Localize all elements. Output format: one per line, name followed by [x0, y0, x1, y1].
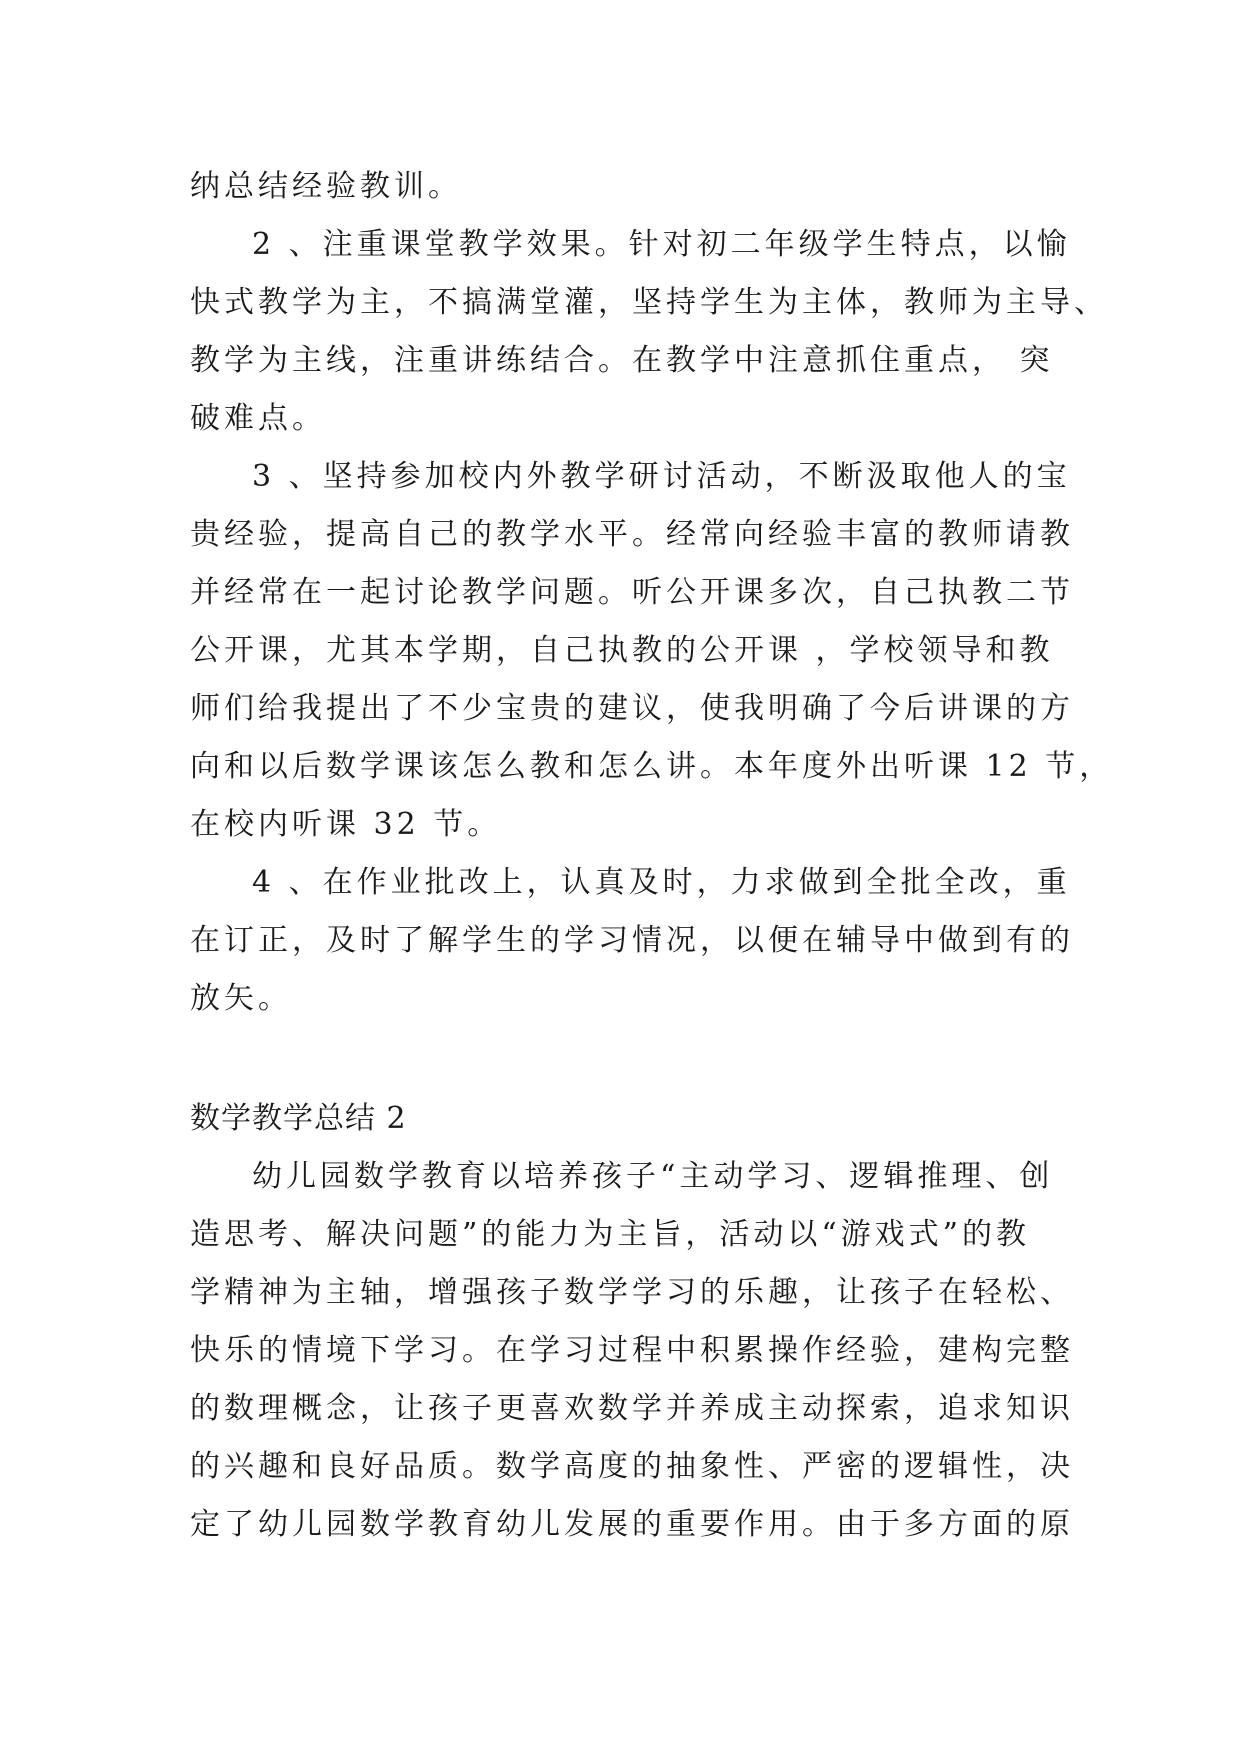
- text-line: 在订正，及时了解学生的学习情况，以便在辅导中做到有的: [190, 923, 1074, 958]
- text-line: 破难点。: [190, 401, 326, 436]
- section-2-heading: 数学教学总结 2: [190, 1101, 407, 1136]
- text-line: 师们给我提出了不少宝贵的建议，使我明确了今后讲课的方: [190, 691, 1074, 726]
- paragraph-4-start: 4 、在作业批改上，认真及时，力求做到全批全改，重: [252, 865, 1071, 900]
- text-line: 放矢。: [190, 981, 292, 1016]
- paragraph-2-start: 2 、注重课堂教学效果。针对初二年级学生特点，以愉: [252, 227, 1071, 262]
- text-line: 定了幼儿园数学教育幼儿发展的重要作用。由于多方面的原: [190, 1507, 1074, 1542]
- text-line: 纳总结经验教训。: [190, 169, 462, 204]
- text-line: 学精神为主轴，增强孩子数学学习的乐趣，让孩子在轻松、: [190, 1275, 1074, 1310]
- paragraph-start: 幼儿园数学教育以培养孩子“主动学习、逻辑推理、创: [252, 1159, 1054, 1194]
- text-line: 公开课，尤其本学期，自己执教的公开课 ，学校领导和教: [190, 633, 1054, 668]
- text-line: 贵经验，提高自己的教学水平。经常向经验丰富的教师请教: [190, 517, 1074, 552]
- text-line: 在校内听课 32 节。: [190, 807, 502, 842]
- text-line: 造思考、解决问题”的能力为主旨，活动以“游戏式”的教: [190, 1217, 1031, 1252]
- text-line: 的兴趣和良好品质。数学高度的抽象性、严密的逻辑性，决: [190, 1449, 1074, 1484]
- section-2-body: [190, 1148, 1074, 1554]
- text-line: 教学为主线，注重讲练结合。在教学中注意抓住重点， 突: [190, 343, 1054, 378]
- text-line: 向和以后数学课该怎么教和怎么讲。本年度外出听课 12 节，: [190, 749, 1114, 784]
- text-line: 快式教学为主，不搞满堂灌，坚持学生为主体，教师为主导、: [190, 285, 1108, 320]
- section-1-body: [190, 158, 1114, 1028]
- text-line: 快乐的情境下学习。在学习过程中积累操作经验，建构完整: [190, 1333, 1074, 1368]
- text-line: 并经常在一起讨论教学问题。听公开课多次，自己执教二节: [190, 575, 1074, 610]
- paragraph-3-start: 3 、坚持参加校内外教学研讨活动，不断汲取他人的宝: [252, 459, 1071, 494]
- text-line: 的数理概念，让孩子更喜欢数学并养成主动探索，追求知识: [190, 1391, 1074, 1426]
